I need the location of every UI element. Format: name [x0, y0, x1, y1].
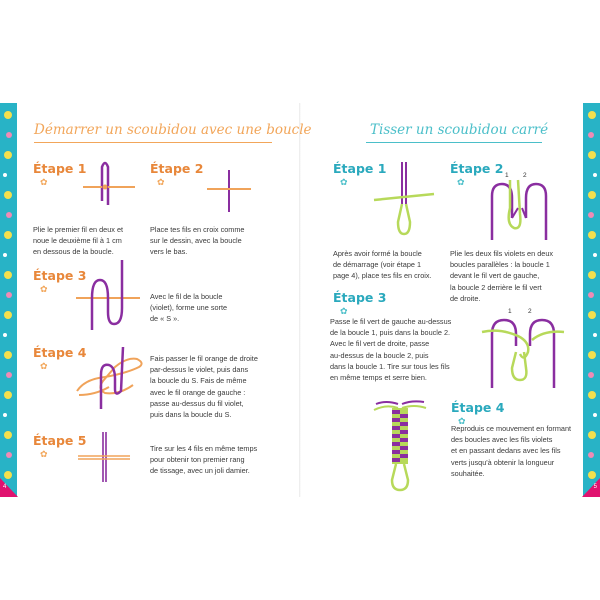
right-step-3-text: Passe le fil vert de gauche au-dessus de la boucle 1, puis dans la boucle 2. Avec le fil vert de droite, passe au-dessus de la boucle 2, puis dans la boucle 1. Tire sur tous les fils en même temps et serre bien. — [330, 317, 452, 383]
right-step-4-illustration — [368, 396, 432, 494]
left-step-1-label: Étape 1 — [33, 161, 87, 176]
flower-icon: ✿ — [40, 449, 48, 459]
right-step-4-label: Étape 4 — [451, 400, 505, 415]
left-step-3-label: Étape 3 — [33, 268, 87, 283]
right-border-pattern — [583, 103, 600, 497]
loop-2-label: 2 — [523, 172, 527, 179]
left-step-5-label: Étape 5 — [33, 433, 87, 448]
loop-1-label-step3: 1 — [508, 308, 512, 315]
left-step-3-text: Avec le fil de la boucle (violet), forme une sorte de « S ». — [150, 292, 228, 324]
right-step-3-label: Étape 3 — [333, 290, 387, 305]
right-decorative-border — [583, 103, 600, 497]
left-step-1-text: Plie le premier fil en deux et noue le deuxième fil à 1 cm en dessous de la boucle. — [33, 225, 124, 257]
left-step-5-illustration — [76, 430, 132, 486]
loop-2-label-step3: 2 — [528, 308, 532, 315]
left-page-number: 4 — [3, 484, 7, 490]
right-page-corner — [582, 478, 600, 497]
flower-icon: ✿ — [457, 177, 465, 187]
right-step-1-illustration — [372, 160, 436, 240]
flower-icon: ✿ — [340, 177, 348, 187]
left-step-1-illustration — [80, 155, 140, 215]
flower-icon: ✿ — [458, 416, 466, 426]
left-step-2-label: Étape 2 — [150, 161, 204, 176]
left-step-3-illustration — [74, 258, 144, 334]
right-step-2-label: Étape 2 — [450, 161, 504, 176]
flower-icon: ✿ — [340, 306, 348, 316]
left-section-title: Démarrer un scoubidou avec une boucle — [34, 122, 312, 138]
right-title-underline — [366, 142, 542, 143]
right-step-1-text: Après avoir formé la boucle de démarrage (voir étape 1 page 4), place tes fils en croix. — [333, 249, 432, 281]
right-step-4-text: Reproduis ce mouvement en formant des boucles avec les fils violets et en passant dedans avec les fils verts jusqu'à obtenir la longueur souhaitée. — [451, 424, 572, 478]
left-title-underline — [34, 142, 272, 143]
right-section-title: Tisser un scoubidou carré — [370, 122, 549, 138]
right-step-2-illustration — [480, 178, 560, 246]
left-step-4-illustration — [75, 345, 145, 413]
page-gutter — [299, 103, 301, 497]
left-border-pattern — [0, 103, 17, 497]
right-step-2-text: Plie les deux fils violets en deux boucles parallèles : la boucle 1 devant le fil vert de gauche, la boucle 2 derrière le fil vert de droite. — [450, 249, 554, 303]
flower-icon: ✿ — [40, 284, 48, 294]
left-step-4-label: Étape 4 — [33, 345, 87, 360]
flower-icon: ✿ — [157, 177, 165, 187]
flower-icon: ✿ — [40, 361, 48, 371]
right-page-number: 5 — [593, 484, 597, 490]
left-step-4-text: Fais passer le fil orange de droite par-dessus le violet, puis dans la boucle du S. Fais de même avec le fil orange de gauche : passe au-dessus du fil violet, puis dans la boucle du S. — [150, 354, 258, 420]
right-step-1-label: Étape 1 — [333, 161, 387, 176]
right-step-3-illustration — [480, 312, 566, 392]
left-step-2-illustration — [205, 168, 255, 216]
left-decorative-border — [0, 103, 17, 497]
flower-icon: ✿ — [40, 177, 48, 187]
left-step-5-text: Tire sur les 4 fils en même temps pour obtenir ton premier rang de tissage, avec un joli damier. — [150, 444, 258, 476]
left-step-2-text: Place tes fils en croix comme sur le dessin, avec la boucle vers le bas. — [150, 225, 245, 257]
loop-1-label: 1 — [505, 172, 509, 179]
